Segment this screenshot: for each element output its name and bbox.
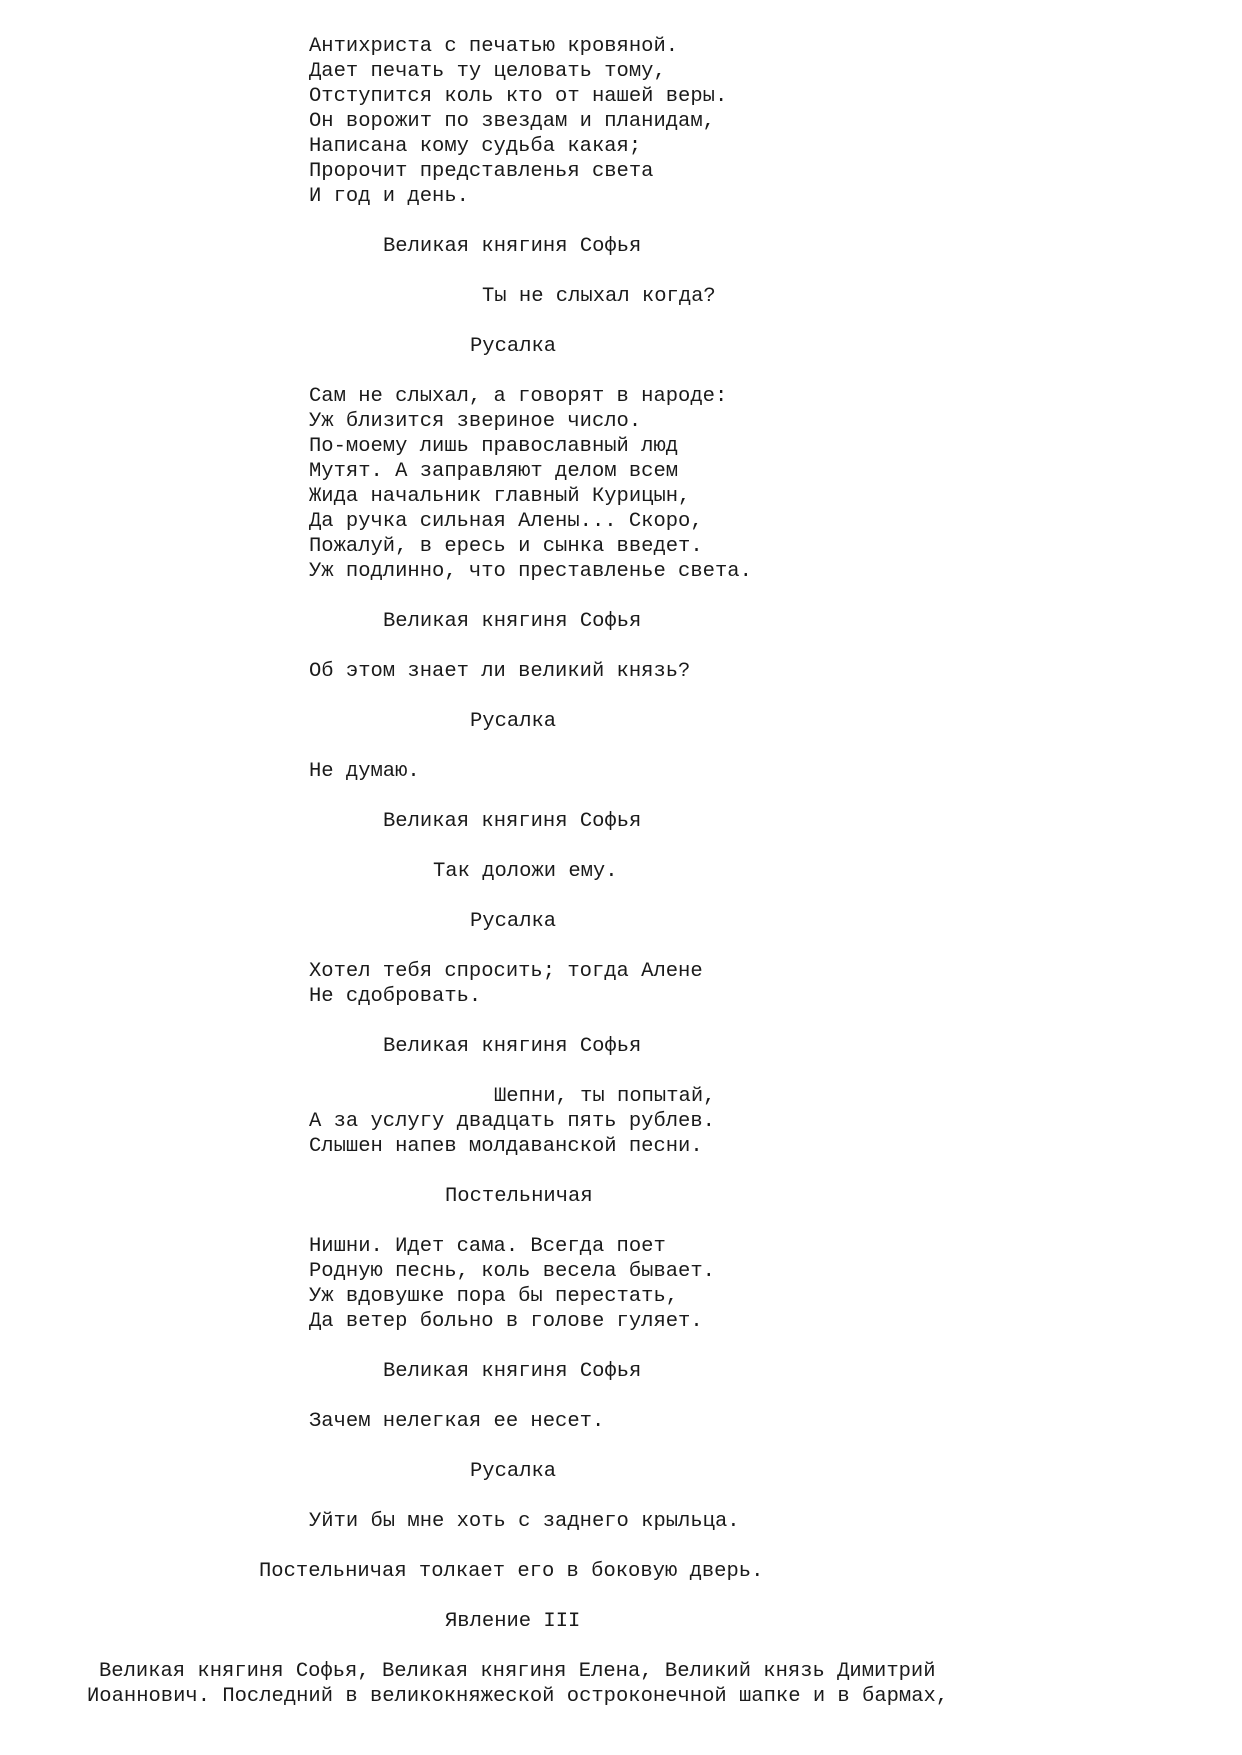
verse-line: Родную песнь, коль весела бывает. [309,1260,715,1283]
stage-direction: Слышен напев молдаванской песни. [309,1135,703,1158]
verse-line: Написана кому судьба какая; [309,135,642,158]
speaker-name: Великая княгиня Софья [383,1035,642,1058]
stage-direction: Постельничая толкает его в боковую дверь. [259,1560,764,1583]
stage-direction: Иоаннович. Последний в великокняжеской остроконечной шапке и в бармах, [87,1685,949,1708]
speaker-name: Русалка [470,710,557,733]
verse-line: Да ручка сильная Алены... Скоро, [309,510,703,533]
verse-line: Сам не слыхал, а говорят в народе: [309,385,728,408]
speaker-name: Великая княгиня Софья [383,610,642,633]
verse-line: Не думаю. [309,760,420,783]
speaker-name: Постельничая [445,1185,593,1208]
verse-line: И год и день. [309,185,469,208]
speaker-name: Великая княгиня Софья [383,235,642,258]
verse-line: Уж близится звериное число. [309,410,642,433]
scene-heading: Явление III [445,1610,581,1633]
verse-line: Нишни. Идет сама. Всегда поет [309,1235,666,1258]
verse-line: Пожалуй, в ересь и сынка введет. [309,535,703,558]
verse-line: Мутят. А заправляют делом всем [309,460,679,483]
verse-line: По-моему лишь православный люд [309,435,679,458]
speaker-name: Великая княгиня Софья [383,1360,642,1383]
speaker-name: Русалка [470,910,557,933]
verse-line: А за услугу двадцать пять рублев. [309,1110,715,1133]
verse-line: Так доложи ему. [433,860,618,883]
verse-line: Об этом знает ли великий князь? [309,660,691,683]
verse-line: Хотел тебя спросить; тогда Алене [309,960,703,983]
verse-line: Да ветер больно в голове гуляет. [309,1310,703,1333]
verse-line: Отступится коль кто от нашей веры. [309,85,728,108]
speaker-name: Великая княгиня Софья [383,810,642,833]
verse-line: Ты не слыхал когда? [482,285,716,308]
stage-direction: Великая княгиня Софья, Великая княгиня Елена, Великий князь Димитрий [99,1660,936,1683]
verse-line: Антихриста с печатью кровяной. [309,35,679,58]
verse-line: Не сдобровать. [309,985,482,1008]
speaker-name: Русалка [470,335,557,358]
verse-line: Шепни, ты попытай, [494,1085,716,1108]
verse-line: Он ворожит по звездам и планидам, [309,110,715,133]
verse-line: Уж подлинно, что преставленье света. [309,560,752,583]
verse-line: Уйти бы мне хоть с заднего крыльца. [309,1510,740,1533]
verse-line: Жида начальник главный Курицын, [309,485,691,508]
verse-line: Дает печать ту целовать тому, [309,60,666,83]
verse-line: Уж вдовушке пора бы перестать, [309,1285,679,1308]
verse-line: Зачем нелегкая ее несет. [309,1410,605,1433]
verse-line: Пророчит представленья света [309,160,654,183]
speaker-name: Русалка [470,1460,557,1483]
